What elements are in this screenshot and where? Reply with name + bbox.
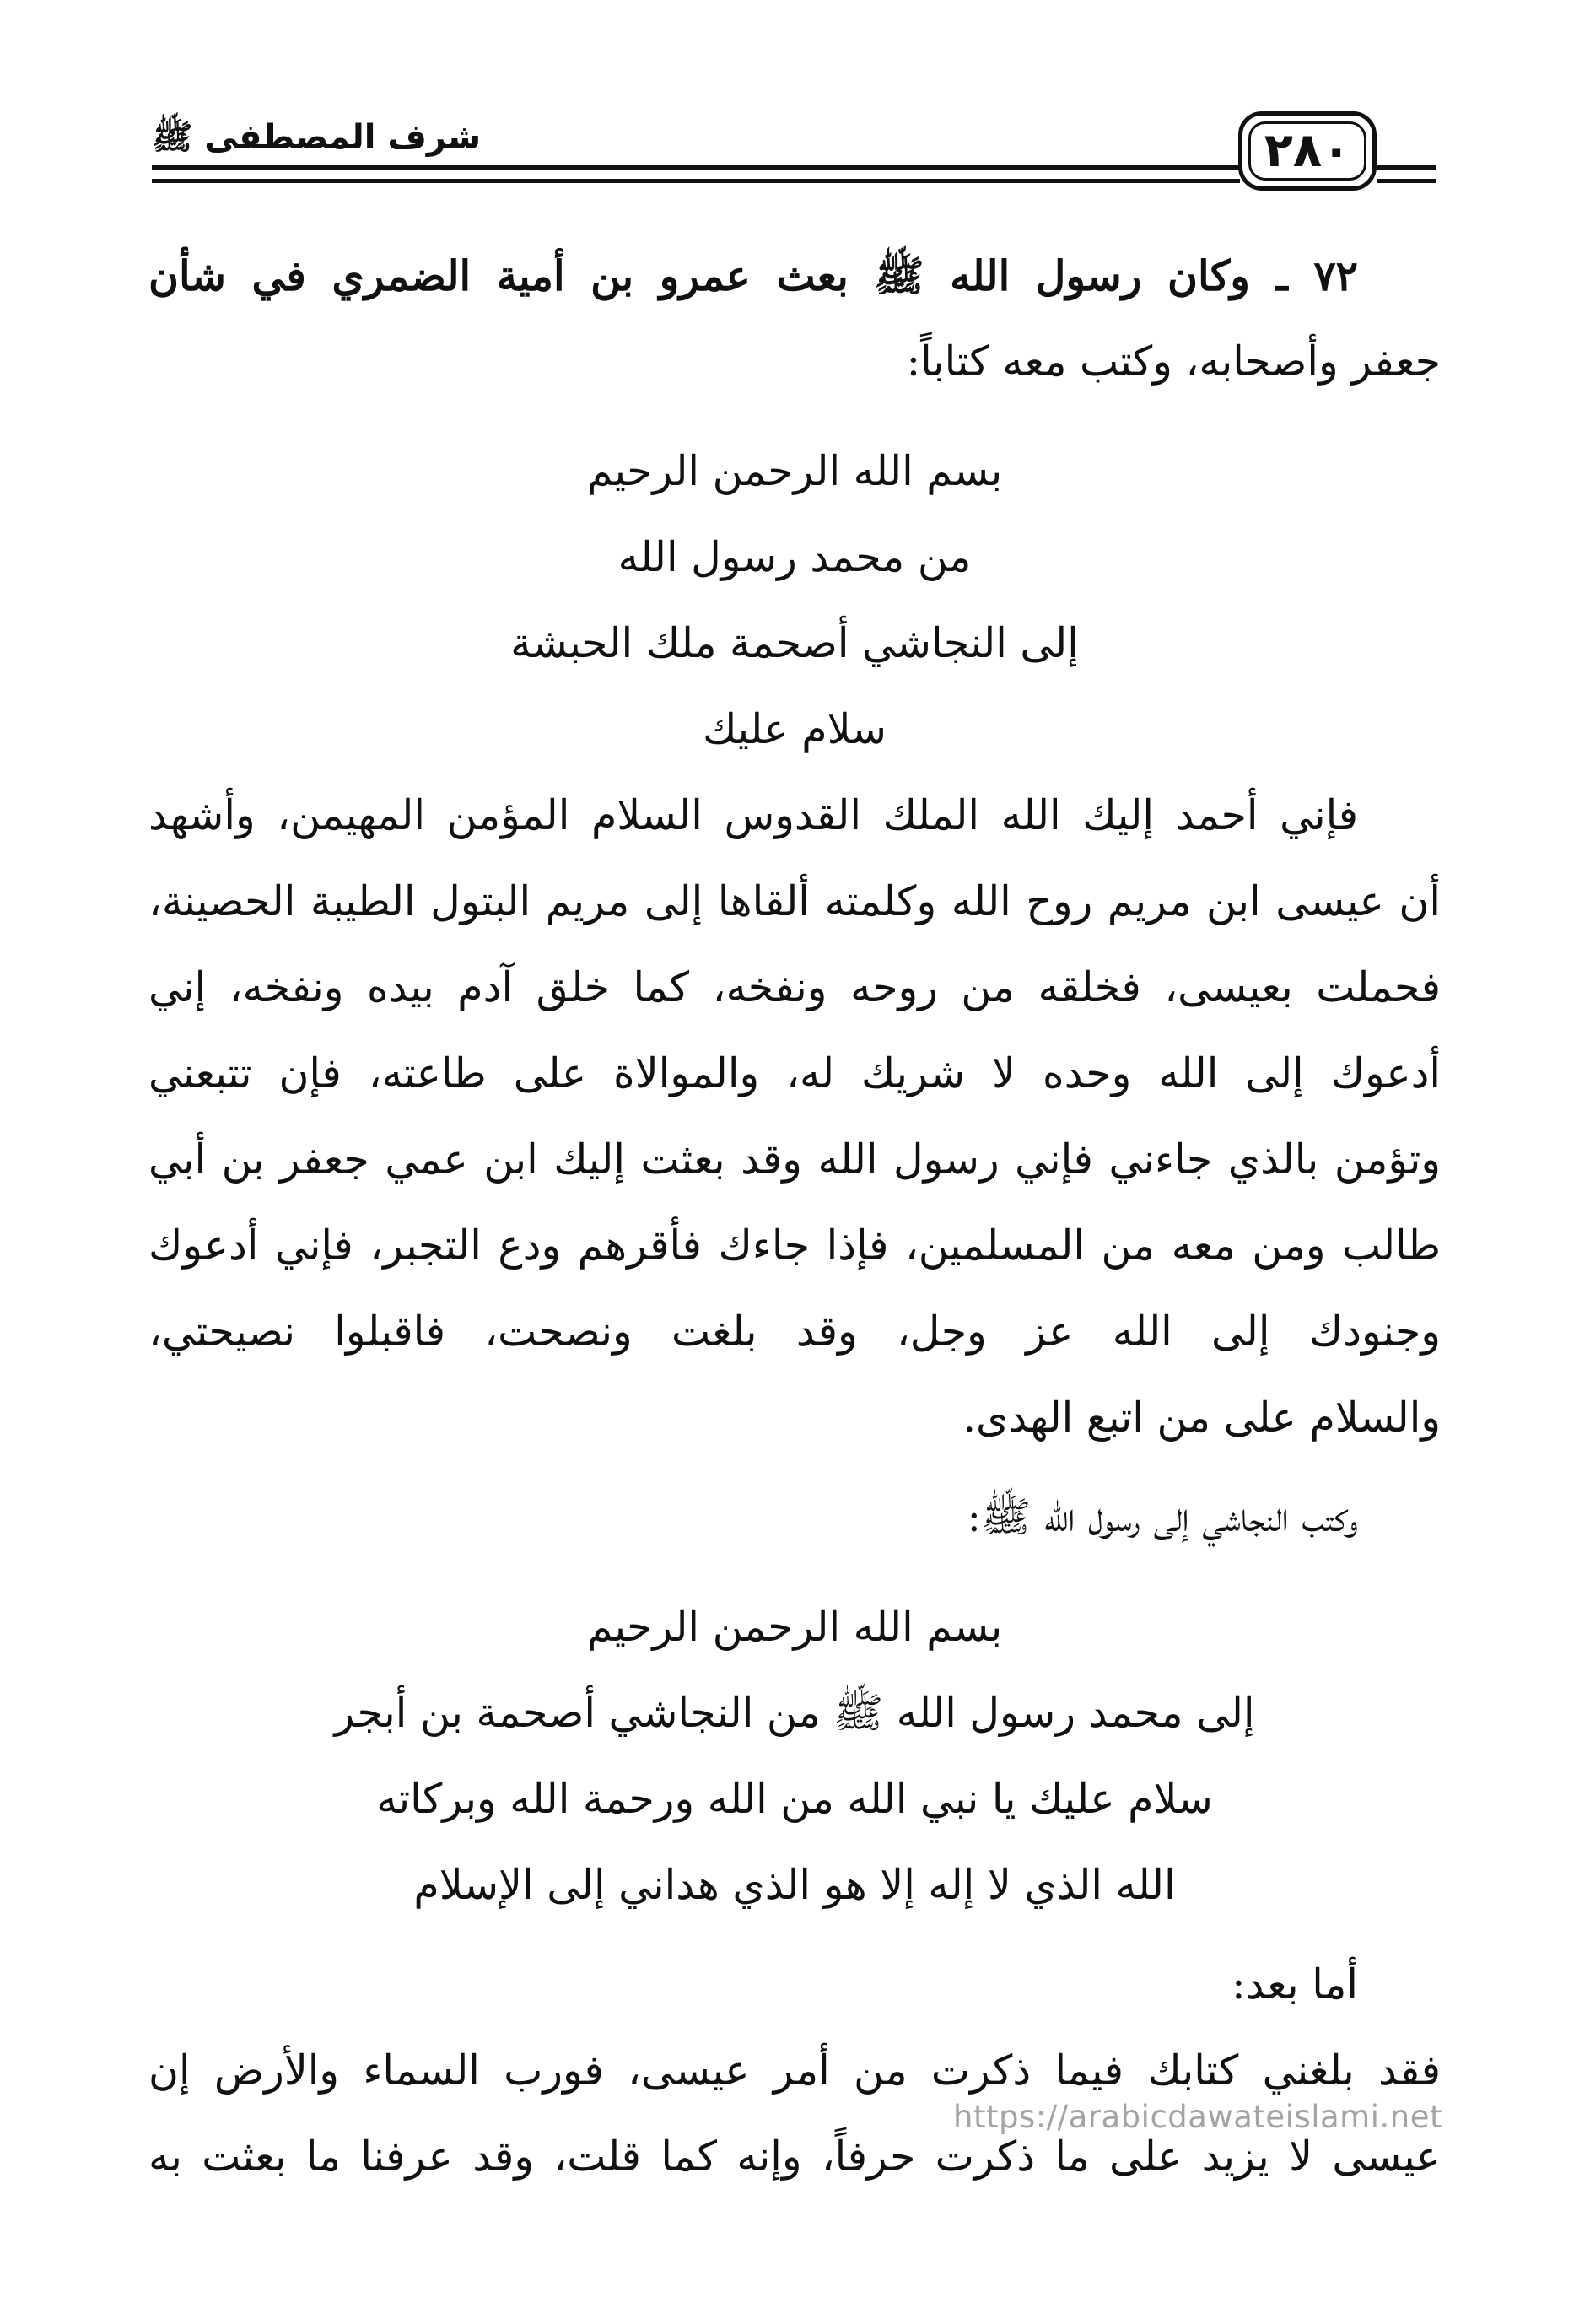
- paragraph-line: جعفر وأصحابه، وكتب معه كتاباً:: [906, 337, 1441, 386]
- paragraph-line: والسلام على من اتبع الهدى.: [962, 1394, 1441, 1442]
- letter-heading-line: الله الذي لا إله إلا هو الذي هداني إلى الإسلام: [413, 1861, 1176, 1909]
- paragraph-line: طالب ومن معه من المسلمين، فإذا جاءك فأقرهم ودع التجبر، فإني أدعوك: [148, 1221, 1441, 1270]
- paragraph-line: فإني أحمد إليك الله الملك القدوس السلام المؤمن المهيمن، وأشهد: [148, 791, 1358, 839]
- letter-heading-line: سلام عليك: [703, 705, 887, 753]
- running-title: شرف المصطفى ﷺ: [152, 118, 482, 157]
- paragraph-line: أن عيسى ابن مريم روح الله وكلمته ألقاها إلى مريم البتول الطيبة الحصينة،: [148, 877, 1441, 925]
- letter-heading-line: سلام عليك يا نبي الله من الله ورحمة الله وبركاته: [376, 1775, 1213, 1823]
- paragraph-line: ٧٢ ـ وكان رسول الله ﷺ بعث عمرو بن أمية الضمري في شأن: [148, 251, 1358, 300]
- page-number-frame: [1238, 111, 1377, 191]
- letter-heading-line: إلى محمد رسول الله ﷺ من النجاشي أصحمة بن أبجر: [334, 1689, 1255, 1737]
- reply-intro: وكتب النجاشي إلى رسول الله ﷺ:: [967, 1493, 1358, 1541]
- watermark-url: https://arabicdawateislami.net: [953, 2099, 1442, 2135]
- paragraph-line: أدعوك إلى الله وحده لا شريك له، والموالاة على طاعته، فإن تتبعني: [148, 1049, 1441, 1097]
- paragraph-line: وجنودك إلى الله عز وجل، وقد بلغت ونصحت، فاقبلوا نصيحتي،: [148, 1308, 1441, 1356]
- header-rule: [1377, 165, 1436, 170]
- paragraph-line: فحملت بعيسى، فخلقه من روحه ونفخه، كما خلق آدم بيده ونفخه، إني: [148, 963, 1441, 1011]
- header-rule: [152, 179, 1240, 183]
- paragraph-line: فقد بلغني كتابك فيما ذكرت من أمر عيسى، فورب السماء والأرض إن: [148, 2046, 1441, 2095]
- header-rule: [1377, 179, 1436, 183]
- amma-bad: أما بعد:: [1232, 1960, 1358, 2009]
- letter-heading-line: من محمد رسول الله: [617, 533, 972, 581]
- paragraph-line: وتؤمن بالذي جاءني فإني رسول الله وقد بعثت إليك ابن عمي جعفر بن أبي: [148, 1135, 1441, 1184]
- header-rule: [152, 165, 1240, 170]
- paragraph-line: عيسى لا يزيد على ما ذكرت حرفاً، وإنه كما قلت، وقد عرفنا ما بعثت به: [148, 2133, 1441, 2181]
- page-body: [148, 233, 1441, 2200]
- letter-heading-line: بسم الله الرحمن الرحيم: [586, 1603, 1003, 1651]
- letter-heading-line: بسم الله الرحمن الرحيم: [586, 447, 1003, 495]
- letter-heading-line: إلى النجاشي أصحمة ملك الحبشة: [510, 619, 1079, 667]
- page-number: ٢٨٠: [1264, 123, 1351, 178]
